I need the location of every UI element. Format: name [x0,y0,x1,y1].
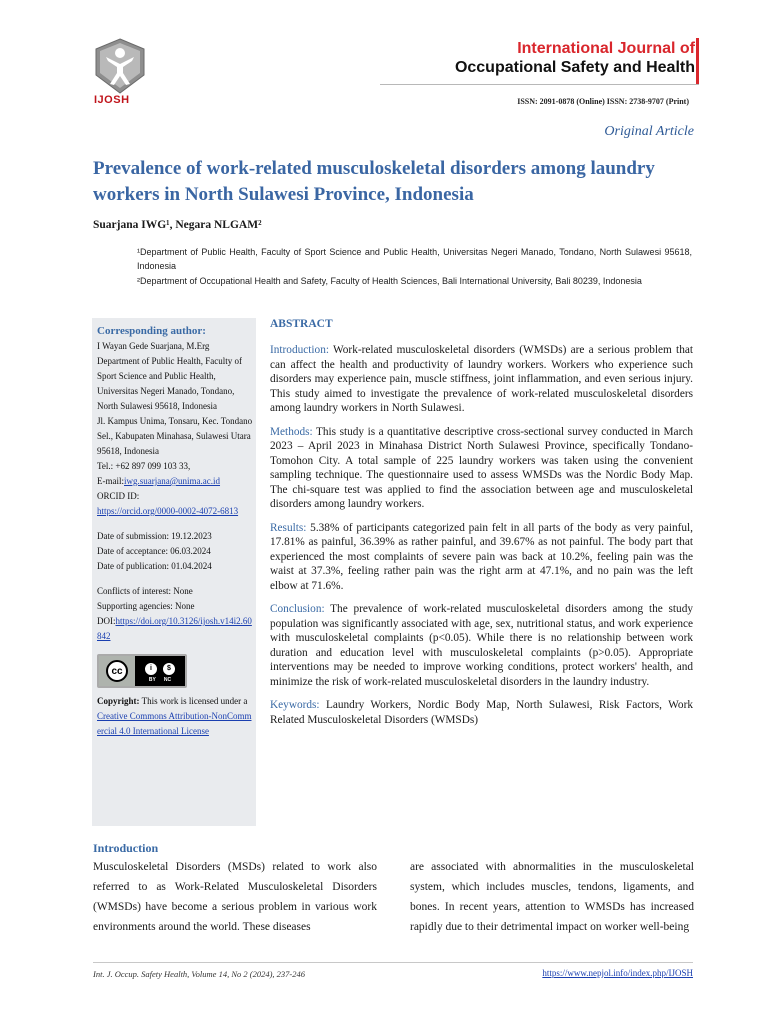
cc-nc-label: NC [163,676,172,683]
author-email-row [97,474,255,489]
footer-citation: Int. J. Occup. Safety Health, Volume 14, No 2 (2024), 237-246 [93,969,305,979]
abstract-results-label: Results: [270,521,307,534]
author-telephone: Tel.: +62 897 099 103 33, [97,461,191,471]
email-link[interactable]: iwg.suarjana@unima.ac.id [124,476,221,486]
abstract-methods [270,425,693,512]
author-name: I Wayan Gede Suarjana, M.Erg [97,341,210,351]
keywords-text: Laundry Workers, Nordic Body Map, North Sulawesi, Risk Factors, Work Related Musculoskeletal Disorders (WMSDs) [270,699,693,726]
author-department: Department of Public Health, Faculty of Sport Science and Public Health, [97,356,242,381]
footer-divider [93,962,693,963]
author-address: Jl. Kampus Unima, Tonsaru, Kec. Tondano Sel., Kabupaten Minahasa, Sulawesi Utara 95618, Indonesia [97,416,253,456]
info-sidebar-content [97,325,255,739]
paper-title: Prevalence of work-related musculoskeletal disorders among laundry workers in North Sulawesi Province, Indonesia [93,158,655,205]
license-link[interactable]: Creative Commons Attribution-NonCommercial 4.0 International License [97,711,252,736]
corresponding-author-heading: Corresponding author: [97,325,206,337]
abstract-conclusion-text: The prevalence of work-related musculoskeletal disorders among the study population was significantly associated with age, sex, nutritional status, and work experience with musculoskeletal complaints (p<0.05). While there is no relationship between work duration and education level with musculoskeletal complaints (p>0.05). Appropriate interventions may be needed to improve working conditions, protect workers' health, and minimize the risk of work-related musculoskeletal disorders in the laundry industry. [270,603,693,688]
cc-by-label: BY [148,676,156,683]
doi-row [97,614,255,644]
header-divider [380,84,699,85]
introduction-heading: Introduction [93,841,159,855]
abstract-heading: ABSTRACT [270,318,333,330]
copyright-notice [97,694,255,739]
keywords-label: Keywords: [270,699,320,711]
abstract-conclusion [270,602,693,689]
email-label: E-mail: [97,476,124,486]
cc-logo-icon: cc [99,656,135,686]
author-list: Suarjana IWG¹, Negara NLGAM² [93,219,262,231]
journal-name-line2: Occupational Safety and Health [454,59,695,76]
orcid-link[interactable]: https://orcid.org/0000-0002-4072-6813 [97,506,239,516]
noncommercial-icon: $ [162,662,176,676]
conflicts-of-interest: Conflicts of interest: None [97,586,193,596]
article-type: Original Article [604,124,694,139]
copyright-text: This work is licensed under a [139,696,248,706]
abstract-conclusion-label: Conclusion: [270,603,325,615]
publication-date: Date of publication: 01.04.2024 [97,561,212,571]
introduction-column-2: are associated with abnormalities in the musculoskeletal system, which includes muscles, tendons, ligaments, and bones. In recent years, attention to WMSDs has increased rapidly due to their detrimental impact on worker well-being [410,861,694,933]
issn-line: ISSN: 2091-0878 (Online) ISSN: 2738-9707 (Print) [517,97,689,106]
abstract-keywords [270,698,693,727]
abstract-methods-text: This study is a quantitative descriptive cross-sectional survey conducted in March 2023 – April 2023 in Minahasa District North Sulawesi Province, specifically Tondano-Tomohon City. A total sample of 225 laundry workers was taken using the convenient sampling technique. The questionnaire used to assess WMSDs was the Nordic Body Map. The chi-square test was applied to find the association between age and musculoskeletal disorders among laundry workers. [270,425,693,510]
copyright-label: Copyright: [97,696,140,706]
supporting-agencies: Supporting agencies: None [97,601,195,611]
doi-link[interactable]: https://doi.org/10.3126/ijosh.v14i2.60842 [97,616,252,641]
journal-name-line1: International Journal of [517,40,695,57]
abstract-intro-text: Work-related musculoskeletal disorders (WMSDs) are a serious problem that can affect the health and productivity of laundry workers. Workers who experience such disorders may experience pain, muscle stiffness, joint inflammation, and even serious injury. This study aimed to investigate the prevalence of work-related musculoskeletal disorders among laundry workers in North Sulawesi. [270,344,693,414]
doi-label: DOI: [97,616,116,626]
affiliation-1: ¹Department of Public Health, Faculty of Sport Science and Public Health, Universitas Negeri Manado, Tondano, North Sulawesi 95618, Indonesia [137,247,692,271]
abstract-intro-label: Introduction: [270,344,329,356]
cc-license-badge[interactable] [97,654,187,688]
abstract-section [270,318,693,736]
abstract-results [270,521,693,594]
introduction-column-1: Musculoskeletal Disorders (MSDs) related to work also referred to as Work-Related Musculoskeletal Disorders (WMSDs) have become a serious problem in various work environments around the world. These diseases [93,861,377,933]
author-university: Universitas Negeri Manado, Tondano, North Sulawesi 95618, Indonesia [97,386,235,411]
header-accent-bar [696,38,699,84]
abstract-introduction [270,343,693,416]
submission-date: Date of submission: 19.12.2023 [97,531,212,541]
affiliation-2: ²Department of Occupational Health and Safety, Faculty of Health Sciences, Bali International University, Bali 80239, Indonesia [137,276,642,286]
orcid-label: ORCID ID: [97,491,140,501]
abstract-methods-label: Methods: [270,425,313,438]
acceptance-date: Date of acceptance: 06.03.2024 [97,546,211,556]
attribution-icon: i [144,662,158,676]
logo-wordmark: IJOSH [94,94,130,106]
footer-journal-link[interactable]: https://www.nepjol.info/index.php/IJOSH [542,968,693,978]
abstract-results-text: 5.38% of participants categorized pain felt in all parts of the body as very painful, 17.81% as painful, 36.39% as rather painful, and 39.67% as not painful. The body part that experienced the most complaints of severe pain was back at 10.2%, feeling pain was the waist at 37.3%, feeling rather pain was the right arm at 47.1%, and no pain was the left elbow at 71.6%. [270,521,693,592]
